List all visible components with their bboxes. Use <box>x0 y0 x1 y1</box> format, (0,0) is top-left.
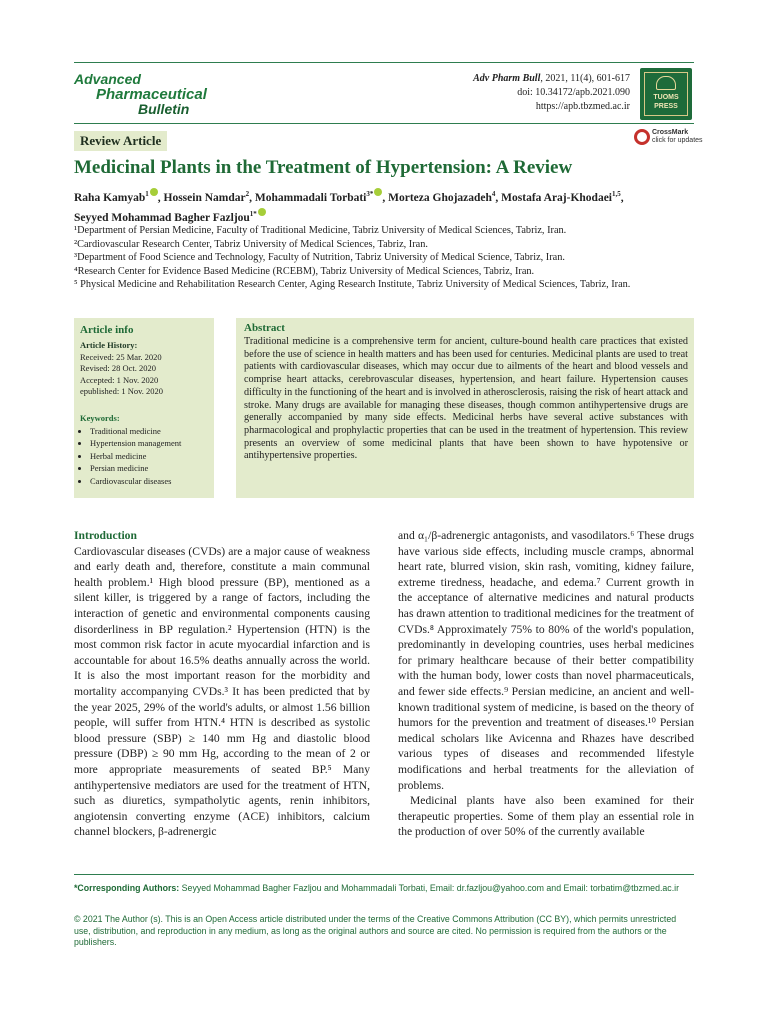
author-name: Raha Kamyab <box>74 191 146 204</box>
keyword-list <box>80 425 181 488</box>
tuoms-press-logo <box>640 68 692 120</box>
crossmark-icon <box>634 129 650 145</box>
keyword-item: • Hypertension management <box>90 437 181 450</box>
journal-logo[interactable] <box>74 72 207 117</box>
article-info-box <box>74 318 214 498</box>
abstract-heading: Abstract <box>244 322 285 334</box>
author-name: , <box>620 191 624 204</box>
keyword-item: • Persian medicine <box>90 462 181 475</box>
keyword-item: • Cardiovascular diseases <box>90 475 181 488</box>
affiliation-item: ¹Department of Persian Medicine, Faculty of Traditional Medicine, Tabriz University of Medical Sciences, Tabriz, Iran. <box>74 225 567 236</box>
author-affiliation-sup: 1* <box>249 209 257 218</box>
author-name: , Hossein Namdar <box>157 191 246 204</box>
press-line1: TUOMS <box>653 94 679 101</box>
license-statement: © 2021 The Author (s). This is an Open Access article distributed under the terms of the Creative Commons Attribution (CC BY), which permits unrestricted use, distribution, and reproduction in any medium, as long as the original authors and source are cited. No permission is required from the authors or the publishers. <box>74 914 677 947</box>
author-line-2 <box>74 206 694 226</box>
abstract-text: Traditional medicine is a comprehensive term for ancient, culture-bound health care practices that existed before the use of science in health matters and has been used for centuries. Medicinal plants are used to treat patients with cardiovascular diseases, which may occur due to ailments of the heart and blood vessels and comprise heart attacks, cerebrovascular diseases, hypertension, and heart failure. Hypertension causes difficulty in the functioning of the heart and is involved in atherosclerosis, raising the risk of heart attack and stroke. Many drugs are available for managing these diseases, though common antihypertensive drugs are generally accompanied by many side effects. Medicinal herbs have several active substances with pharmacological and prophylactic properties that can be used in the treatment of hypertension. This review presents an overview of some medicinal plants that have been shown to have hypotensive or antihypertensive properties. <box>244 336 688 462</box>
intro-paragraph-2: and α₁/β-adrenergic antagonists, and vasodilators.⁶ These drugs have various side effects, including muscle cramps, abnormal heart rate, blurred vision, skin rash, vomiting, kidney failure, extreme tiredness, headache, and edema.⁷ Current growth in the acceptance of alternative medicines and natural products has drawn attention to traditional medicines for the treatment of CVDs.⁸ Approximately 75% to 80% of the world's population, predominantly in developing countries, uses herbal medicines for primary healthcare because of their better compatibility with the human body, lower costs than novel pharmaceuticals, and fewer side effects.⁹ Persian medicine, an ancient and well-known traditional system of medicine, is based on the theory of humors for the prevention and treatment of diseases.¹⁰ Persian medical scholars like Avicenna and Rhazes have described various types of diseases and recommended lifestyle modifications and herbal treatments for the alleviation of problems. <box>398 529 694 792</box>
logo-line1: Advanced <box>74 71 141 87</box>
affiliations <box>74 224 694 292</box>
crossmark-sub: click for updates <box>651 137 703 144</box>
abstract-box <box>236 318 694 498</box>
logo-line2: Pharmaceutical <box>96 86 207 103</box>
author-name: , Morteza Ghojazadeh <box>382 191 492 204</box>
affiliation-item: ²Cardiovascular Research Center, Tabriz University of Medical Sciences, Tabriz, Iran. <box>74 238 428 250</box>
keywords-label: Keywords: <box>80 413 120 423</box>
citation-block <box>473 72 630 114</box>
history-list <box>80 352 163 398</box>
citation-doi[interactable]: doi: 10.34172/apb.2021.090 <box>517 87 630 98</box>
header-bottom-rule <box>74 123 694 124</box>
article-info-heading: Article info <box>80 324 134 336</box>
history-item: Accepted: 1 Nov. 2020 <box>80 374 159 385</box>
history-item: Revised: 28 Oct. 2020 <box>80 363 157 373</box>
author-affiliation-sup: 4 <box>491 190 496 198</box>
crossmark-label: CrossMark <box>651 129 689 136</box>
affiliation-item: ³Department of Food Science and Technology, Faculty of Nutrition, Tabriz University of Medical Science, Tabriz, Iran. <box>74 252 565 263</box>
history-label: Article History: <box>80 340 138 350</box>
orcid-icon[interactable] <box>258 208 266 216</box>
author-affiliation-sup: 2 <box>245 190 250 198</box>
author-name: , Mohammadali Torbati <box>249 191 367 204</box>
keyword-item: • Herbal medicine <box>90 450 181 463</box>
history-item: Received: 25 Mar. 2020 <box>80 351 162 362</box>
citation-journal: Adv Pharm Bull <box>473 73 541 84</box>
affiliation-item: ⁵ Physical Medicine and Rehabilitation Research Center, Aging Research Institute, Tabriz University of Medical Sciences, Tabriz, Iran. <box>74 279 631 290</box>
logo-line3: Bulletin <box>138 101 190 117</box>
body-right-column <box>398 528 694 840</box>
header-top-rule <box>74 62 694 63</box>
article-title: Medicinal Plants in the Treatment of Hypertension: A Review <box>74 157 573 178</box>
article-history <box>80 340 163 398</box>
press-emblem-icon <box>656 76 676 90</box>
intro-paragraph-3: Medicinal plants have also been examined for their therapeutic properties. Some of them play an essential role in the production of over 50% of the currently available <box>398 794 694 839</box>
history-item: epublished: 1 Nov. 2020 <box>80 386 164 396</box>
author-affiliation-sup: 3* <box>366 190 374 198</box>
author-name: Seyyed Mohammad Bagher Fazljou <box>74 211 250 224</box>
keyword-item: • Traditional medicine <box>90 425 181 438</box>
corresponding-label: *Corresponding Authors: <box>74 883 180 893</box>
author-list <box>74 186 694 226</box>
author-line-1 <box>74 186 694 206</box>
citation-volume: , 2021, 11(4), 601-617 <box>540 73 630 84</box>
author-affiliation-sup: 1,5 <box>612 190 621 198</box>
author-name: , Mostafa Araj-Khodaei <box>495 191 613 204</box>
corresponding-text[interactable]: Seyyed Mohammad Bagher Fazljou and Mohammadali Torbati, Email: dr.fazljou@yahoo.com and Email: torbatim@tbzmed.ac.ir <box>179 883 680 893</box>
press-line2: PRESS <box>654 103 678 110</box>
introduction-heading: Introduction <box>74 529 137 542</box>
footer-rule <box>74 874 694 875</box>
corresponding-authors <box>74 882 694 894</box>
affiliation-item: ⁴Research Center for Evidence Based Medicine (RCEBM), Tabriz University of Medical Sciences, Tabriz, Iran. <box>74 265 535 277</box>
author-affiliation-sup: 1 <box>145 190 149 198</box>
intro-paragraph-1: Cardiovascular diseases (CVDs) are a major cause of weakness and early death and, therefore, constitute a main communal health problem.¹ High blood pressure (BP), mentioned as a silent killer, is triggered by a range of factors, including the interaction of genetic and environmental components causing disorderliness in BP regulation.² Hypertension (HTN) is the most common risk factor in acute myocardial infarction and is accountable for about 16.5% deaths annually across the world. It is also the most important reason for the morbidity and mortality accompanying CVDs.³ It has been predicted that by the year 2025, 29% of the world's adults, or almost 1.56 billion people, will suffer from HTN.⁴ HTN is described as systolic blood pressure (SBP) ≥ 140 mm Hg and diastolic blood pressure (DBP) ≥ 90 mm Hg, according to the mean of 2 or more appropriate measurements of seated BP.⁵ Many antihypertensive mediators are used for the treatment of HTN, such as diuretics, sympatholytic agents, renin inhibitors, angiotensin converting enzyme (ACE) inhibitors, calcium channel blockers, β-adrenergic <box>74 544 370 839</box>
orcid-icon[interactable] <box>150 188 158 196</box>
body-left-column <box>74 528 370 840</box>
article-type-tag: Review Article <box>74 131 167 151</box>
crossmark-badge[interactable] <box>634 129 703 145</box>
keywords <box>80 412 181 487</box>
citation-url[interactable]: https://apb.tbzmed.ac.ir <box>535 101 630 112</box>
